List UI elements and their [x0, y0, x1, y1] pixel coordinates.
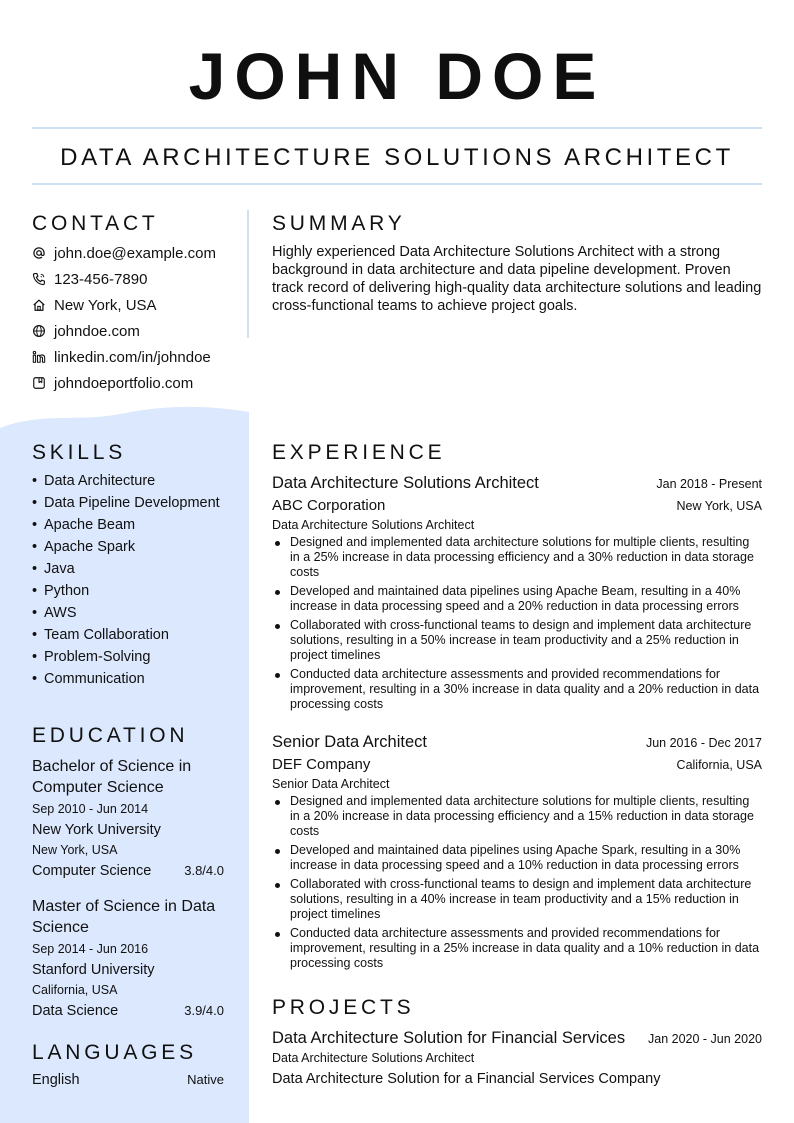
linkedin-icon	[32, 350, 46, 364]
project-entry	[272, 1027, 762, 1089]
job-company: ABC Corporation	[272, 497, 386, 514]
skills-list	[32, 472, 237, 692]
job-bullet: Designed and implemented data architecture solutions for multiple clients, resulting in a 20% increase in data processing efficiency and a 15% reduction in data storage costs	[272, 794, 762, 839]
skill-item: • Data Architecture	[32, 472, 237, 490]
job-bullets	[272, 794, 762, 971]
education-entry	[32, 756, 224, 881]
job-location: California, USA	[676, 758, 762, 772]
contact-location	[32, 295, 157, 315]
experience-heading: EXPERIENCE	[272, 441, 446, 464]
contact-portfolio-text: johndoeportfolio.com	[54, 374, 194, 392]
project-dates: Jan 2020 - Jun 2020	[648, 1032, 762, 1046]
job-bullet: Collaborated with cross-functional teams to design and implement data architecture solutions, resulting in a 50% increase in team productivity and a 25% reduction in project timelines	[272, 618, 762, 663]
skill-item: • Java	[32, 560, 237, 578]
contact-heading: CONTACT	[32, 212, 159, 235]
header-rule-top	[32, 127, 762, 129]
column-divider	[247, 210, 249, 338]
job-dates: Jun 2016 - Dec 2017	[645, 736, 762, 750]
skills-heading: SKILLS	[32, 441, 127, 464]
contact-email-text: john.doe@example.com	[54, 244, 216, 262]
education-school: New York University	[32, 822, 161, 838]
job-bullet: Conducted data architecture assessments and provided recommendations for improvement, resulting in a 30% increase in data quality and a 20% reduction in data processing costs	[272, 667, 762, 712]
skill-item: • AWS	[32, 604, 237, 622]
job-company: DEF Company	[272, 756, 371, 773]
contact-website[interactable]	[32, 321, 140, 341]
education-dates: Sep 2010 - Jun 2014	[32, 802, 149, 816]
contact-linkedin-text: linkedin.com/in/johndoe	[54, 348, 211, 366]
education-location: California, USA	[32, 983, 118, 997]
summary-text: Highly experienced Data Architecture Solutions Architect with a strong background in data architecture and data pipeline development. Proven track record of delivering high-quality data architecture solutions and leading cross-functional teams to achieve project goals.	[272, 244, 762, 314]
contact-portfolio[interactable]	[32, 373, 193, 393]
project-title: Data Architecture Solution for Financial Services	[272, 1029, 626, 1047]
education-location: New York, USA	[32, 843, 118, 857]
job-position: Data Architecture Solutions Architect	[272, 474, 539, 492]
education-degree: Master of Science in Data Science	[32, 898, 216, 936]
education-field: Computer Science	[32, 863, 152, 879]
education-school: Stanford University	[32, 962, 155, 978]
contact-linkedin[interactable]	[32, 347, 211, 367]
education-gpa: 3.8/4.0	[184, 863, 224, 878]
candidate-name: JOHN DOE	[188, 39, 606, 113]
job-position: Senior Data Architect	[272, 733, 427, 751]
job-dates: Jan 2018 - Present	[656, 477, 762, 491]
education-degree: Bachelor of Science in Computer Science	[32, 758, 192, 796]
job-bullet: Collaborated with cross-functional teams to design and implement data architecture solutions, resulting in a 40% increase in team productivity and a 15% reduction in project timelines	[272, 877, 762, 922]
language-level: Native	[187, 1072, 224, 1087]
languages-heading: LANGUAGES	[32, 1041, 197, 1064]
education-field: Data Science	[32, 1003, 119, 1019]
skill-item: • Python	[32, 582, 237, 600]
job-bullet: Developed and maintained data pipelines using Apache Spark, resulting in a 30% increase in data processing speed and a 10% reduction in data processing errors	[272, 843, 762, 873]
job-bullet: Developed and maintained data pipelines using Apache Beam, resulting in a 40% increase in data processing speed and a 20% reduction in data processing errors	[272, 584, 762, 614]
skill-item: • Team Collaboration	[32, 626, 237, 644]
skill-item: • Problem-Solving	[32, 648, 237, 666]
education-entry	[32, 896, 224, 1021]
job-location: New York, USA	[676, 499, 762, 513]
projects-heading: PROJECTS	[272, 996, 415, 1019]
summary-heading: SUMMARY	[272, 212, 406, 235]
portfolio-icon	[32, 376, 46, 390]
project-role: Data Architecture Solutions Architect	[272, 1051, 475, 1065]
language-item	[32, 1072, 224, 1088]
contact-phone-text: 123-456-7890	[54, 270, 148, 288]
at-icon	[32, 246, 46, 260]
skill-item: • Apache Spark	[32, 538, 237, 556]
skill-item: • Communication	[32, 670, 237, 688]
project-description: Data Architecture Solution for a Financial Services Company	[272, 1071, 661, 1087]
phone-icon	[32, 272, 46, 286]
contact-website-text: johndoe.com	[54, 322, 140, 340]
language-name: English	[32, 1072, 80, 1088]
contact-phone[interactable]	[32, 269, 147, 289]
contact-location-text: New York, USA	[54, 296, 157, 314]
job-title: DATA ARCHITECTURE SOLUTIONS ARCHITECT	[60, 144, 734, 171]
contact-email[interactable]	[32, 243, 216, 263]
job-bullet: Designed and implemented data architecture solutions for multiple clients, resulting in a 25% increase in data processing efficiency and a 30% reduction in data storage costs	[272, 535, 762, 580]
skill-item: • Data Pipeline Development	[32, 494, 237, 512]
job-bullet: Conducted data architecture assessments and provided recommendations for improvement, resulting in a 25% increase in data quality and a 10% reduction in data processing costs	[272, 926, 762, 971]
education-dates: Sep 2014 - Jun 2016	[32, 942, 149, 956]
education-gpa: 3.9/4.0	[184, 1003, 224, 1018]
education-heading: EDUCATION	[32, 724, 189, 747]
experience-entry	[272, 472, 762, 716]
experience-entry	[272, 731, 762, 975]
skill-item: • Apache Beam	[32, 516, 237, 534]
job-role: Senior Data Architect	[272, 777, 390, 791]
job-role: Data Architecture Solutions Architect	[272, 518, 475, 532]
home-icon	[32, 298, 46, 312]
globe-icon	[32, 324, 46, 338]
job-bullets	[272, 535, 762, 712]
header-rule-bottom	[32, 183, 762, 185]
